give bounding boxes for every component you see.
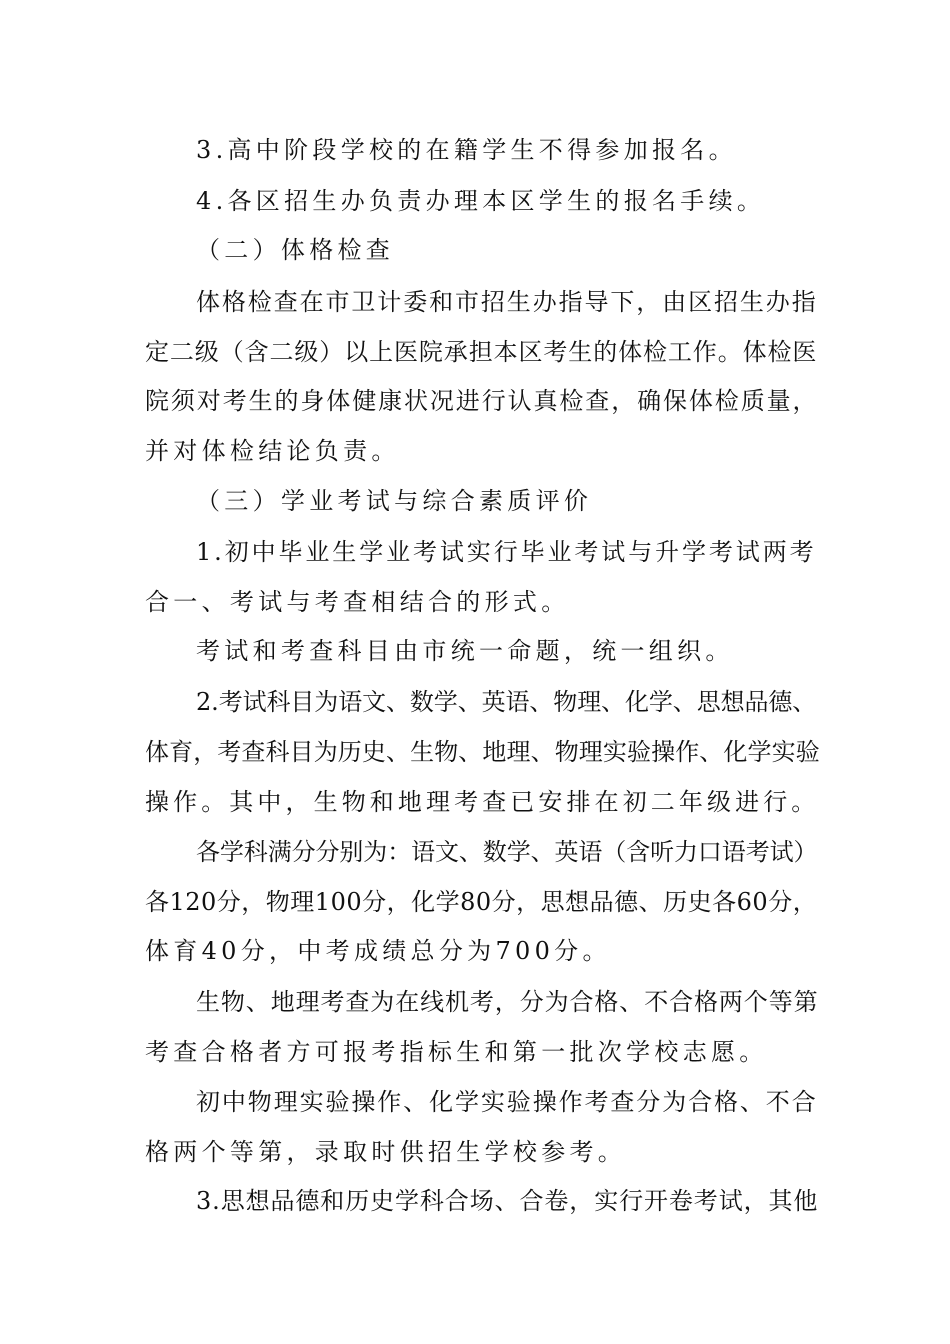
text-line: 格两个等第，录取时供招生学校参考。	[145, 1138, 627, 1166]
text-line: 生物、地理考查为在线机考，分为合格、不合格两个等第	[196, 988, 819, 1016]
text-line: 考试和考查科目由市统一命题，统一组织。	[196, 637, 734, 665]
section-heading: （二）体格检查	[196, 236, 395, 264]
text-line: 操作。其中，生物和地理考查已安排在初二年级进行。	[145, 788, 820, 816]
text-line: 合一、考试与考查相结合的形式。	[145, 588, 570, 616]
text-line: 1.初中毕业生学业考试实行毕业考试与升学考试两考	[196, 538, 817, 566]
text-line: 体育，考查科目为历史、生物、地理、物理实验操作、化学实验	[145, 738, 820, 766]
text-line: 体格检查在市卫计委和市招生办指导下，由区招生办指	[196, 288, 818, 316]
text-line: 各120分，物理100分，化学80分，思想品德、历史各60分，	[145, 888, 818, 916]
text-line: 4.各区招生办负责办理本区学生的报名手续。	[196, 187, 766, 215]
text-line: 3.高中阶段学校的在籍学生不得参加报名。	[196, 136, 737, 164]
text-line: 定二级（含二级）以上医院承担本区考生的体检工作。体检医	[145, 338, 818, 366]
text-line: 体育40分，中考成绩总分为700分。	[145, 937, 611, 965]
section-heading: （三）学业考试与综合素质评价	[196, 487, 593, 515]
text-line: 并对体检结论负责。	[145, 437, 400, 465]
text-line: 初中物理实验操作、化学实验操作考查分为合格、不合	[196, 1088, 818, 1116]
text-line: 2.考试科目为语文、数学、英语、物理、化学、思想品德、	[196, 688, 817, 716]
text-line: 各学科满分分别为：语文、数学、英语（含听力口语考试）	[196, 838, 818, 866]
text-line: 院须对考生的身体健康状况进行认真检查，确保体检质量，	[145, 387, 819, 415]
text-line: 3.思想品德和历史学科合场、合卷，实行开卷考试，其他	[196, 1187, 819, 1215]
text-line: 考查合格者方可报考指标生和第一批次学校志愿。	[145, 1038, 768, 1066]
